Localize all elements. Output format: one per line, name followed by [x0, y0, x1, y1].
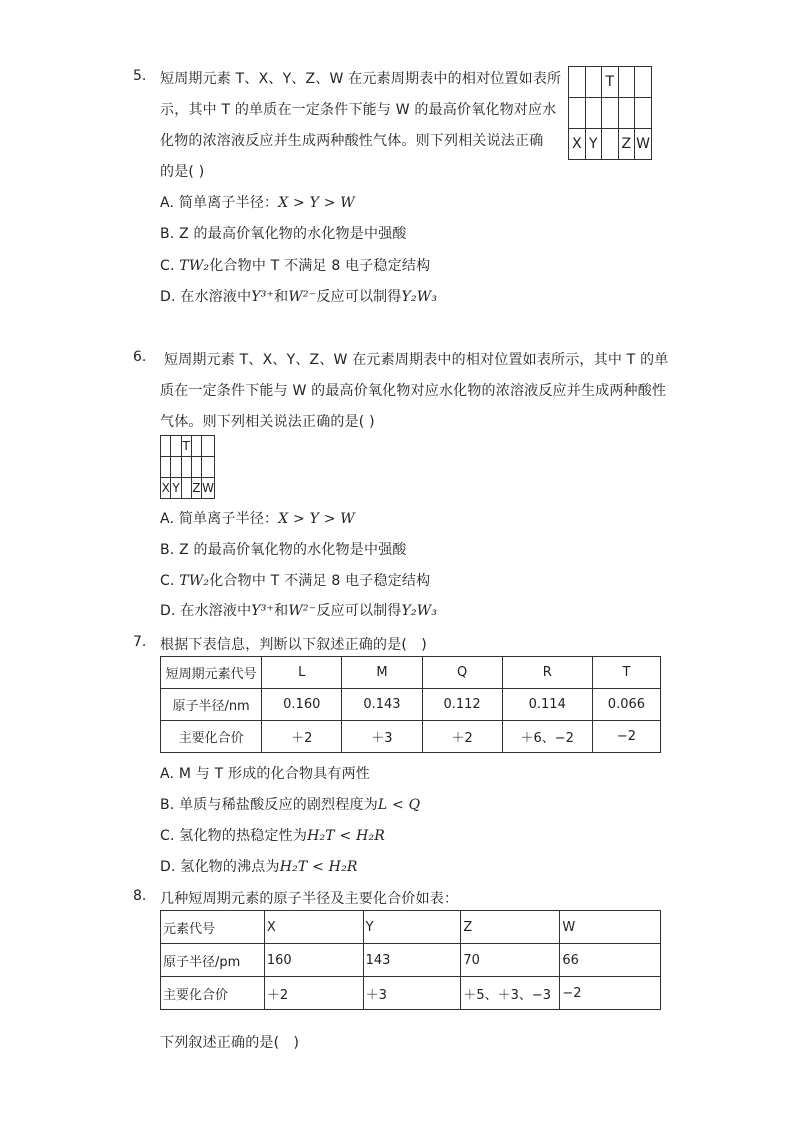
table-cell: Y: [363, 911, 461, 944]
grid-cell: Z: [618, 129, 635, 160]
grid-cell: [171, 436, 181, 457]
table-cell: T: [592, 657, 660, 689]
table-cell: R: [502, 657, 592, 689]
table-cell: Q: [422, 657, 502, 689]
table-cell: ＋5、＋3、−3: [461, 977, 560, 1010]
q7-option-a: A. M 与 T 形成的化合物具有两性: [160, 766, 371, 782]
grid-cell: [191, 457, 201, 478]
q8-number: 8.: [133, 888, 147, 904]
grid-cell: [161, 436, 171, 457]
table-cell: 元素代号: [161, 911, 265, 944]
table-cell: ＋2: [422, 721, 502, 753]
grid-cell: [569, 98, 586, 129]
grid-cell: [602, 98, 619, 129]
table-cell: −2: [560, 977, 661, 1010]
q7-option-d: D. 氢化物的沸点为H₂T < H₂R: [160, 859, 358, 875]
table-cell: 0.114: [502, 689, 592, 721]
q5-option-b: B. Z 的最高价氧化物的水化物是中强酸: [160, 226, 407, 242]
table-cell: M: [342, 657, 422, 689]
q7-stem: 根据下表信息，判断以下叙述正确的是( ): [160, 637, 427, 653]
table-cell: 短周期元素代号: [161, 657, 262, 689]
grid-cell: [161, 457, 171, 478]
q6-stem-line1: 短周期元素 T、X、Y、Z、W 在元素周期表中的相对位置如表所示，其中 T 的单: [164, 352, 669, 368]
q7-option-b: B. 单质与稀盐酸反应的剧烈程度为L < Q: [160, 797, 421, 813]
grid-cell: [618, 67, 635, 98]
grid-cell: T: [181, 436, 191, 457]
table-cell: 主要化合价: [161, 977, 265, 1010]
table-cell: 原子半径/nm: [161, 689, 262, 721]
q5-stem-line2: 示，其中 T 的单质在一定条件下能与 W 的最高价氧化物对应水: [160, 102, 557, 118]
table-cell: 160: [264, 944, 363, 977]
q7-option-c: C. 氢化物的热稳定性为H₂T < H₂R: [160, 828, 386, 844]
table-cell: ＋6、−2: [502, 721, 592, 753]
table-cell: 原子半径/pm: [161, 944, 265, 977]
table-cell: ＋2: [262, 721, 342, 753]
q6-option-d: D. 在水溶液中Y³⁺和W²⁻反应可以制得Y₂W₃: [160, 603, 438, 619]
grid-cell: Z: [191, 478, 201, 499]
grid-cell: X: [569, 129, 586, 160]
table-cell: ＋3: [342, 721, 422, 753]
grid-cell: [181, 457, 191, 478]
grid-cell: W: [202, 478, 215, 499]
grid-cell: [202, 436, 215, 457]
q8-data-table: [160, 910, 661, 1010]
q6-periodic-grid: [160, 435, 215, 499]
table-cell: 0.143: [342, 689, 422, 721]
q6-option-b: B. Z 的最高价氧化物的水化物是中强酸: [160, 542, 407, 558]
q8-question: 下列叙述正确的是( ): [160, 1035, 300, 1051]
table-cell: ＋2: [264, 977, 363, 1010]
table-cell: 143: [363, 944, 461, 977]
q5-option-d: D. 在水溶液中Y³⁺和W²⁻反应可以制得Y₂W₃: [160, 289, 438, 305]
grid-cell: [602, 129, 619, 160]
q5-option-a: A. 简单离子半径：X > Y > W: [160, 195, 355, 211]
table-cell: Z: [461, 911, 560, 944]
q6-number: 6.: [133, 349, 147, 365]
table-cell: 0.160: [262, 689, 342, 721]
grid-cell: Y: [171, 478, 181, 499]
grid-cell: [635, 98, 652, 129]
grid-cell: [202, 457, 215, 478]
table-cell: 70: [461, 944, 560, 977]
grid-cell: [585, 67, 602, 98]
table-cell: ＋3: [363, 977, 461, 1010]
grid-cell: [618, 98, 635, 129]
q6-option-a: A. 简单离子半径：X > Y > W: [160, 511, 355, 527]
grid-cell: X: [161, 478, 171, 499]
grid-cell: W: [635, 129, 652, 160]
grid-cell: [191, 436, 201, 457]
grid-cell: Y: [585, 129, 602, 160]
q5-number: 5.: [133, 68, 147, 84]
q6-stem-line2: 质在一定条件下能与 W 的最高价氧化物对应水化物的浓溶液反应并生成两种酸性: [160, 383, 667, 399]
table-cell: 0.066: [592, 689, 660, 721]
grid-cell: [635, 67, 652, 98]
table-cell: −2: [592, 721, 660, 753]
table-cell: 0.112: [422, 689, 502, 721]
grid-cell: [569, 67, 586, 98]
grid-cell: [181, 478, 191, 499]
table-cell: 66: [560, 944, 661, 977]
q7-number: 7.: [133, 634, 147, 650]
q5-periodic-grid: [568, 66, 652, 160]
grid-cell: [171, 457, 181, 478]
q7-data-table: [160, 656, 661, 753]
table-cell: W: [560, 911, 661, 944]
q6-option-c: C. TW₂化合物中 T 不满足 8 电子稳定结构: [160, 573, 431, 589]
q5-stem-line3: 化物的浓溶液反应并生成两种酸性气体。则下列相关说法正确: [160, 133, 544, 149]
q8-stem: 几种短周期元素的原子半径及主要化合价如表：: [160, 891, 459, 907]
grid-cell: [585, 98, 602, 129]
table-cell: X: [264, 911, 363, 944]
table-cell: L: [262, 657, 342, 689]
q5-stem-line4: 的是( ): [160, 164, 205, 180]
grid-cell: T: [602, 67, 619, 98]
q5-option-c: C. TW₂化合物中 T 不满足 8 电子稳定结构: [160, 258, 431, 274]
q6-stem-line3: 气体。则下列相关说法正确的是( ): [160, 414, 375, 430]
table-cell: 主要化合价: [161, 721, 262, 753]
q5-stem-line1: 短周期元素 T、X、Y、Z、W 在元素周期表中的相对位置如表所: [160, 71, 562, 87]
